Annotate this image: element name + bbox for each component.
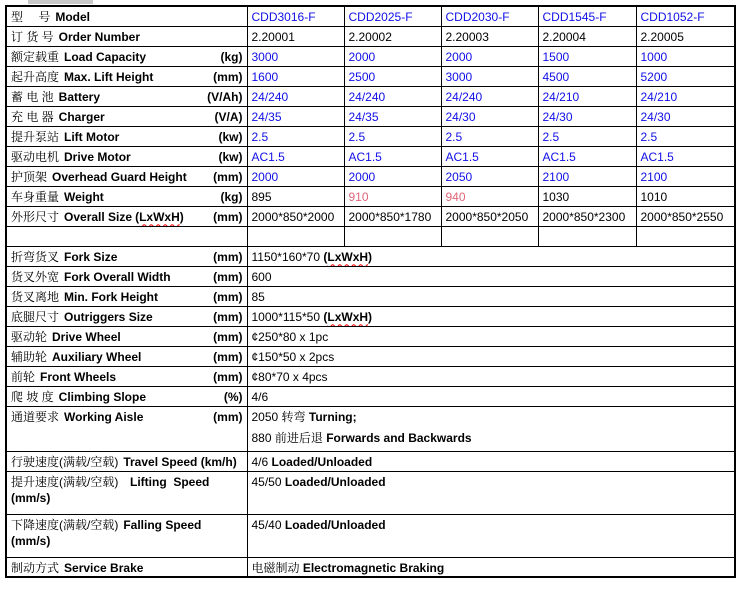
value-cell: 5200 bbox=[636, 66, 735, 86]
row-battery bbox=[6, 86, 735, 106]
value-cell: 1600 bbox=[247, 66, 344, 86]
value-cell: 2000*850*1780 bbox=[344, 206, 441, 226]
empty-cell bbox=[344, 226, 441, 246]
value-cell: 4/6 bbox=[247, 386, 735, 406]
value-cell: 24/35 bbox=[247, 106, 344, 126]
row-label-model: 型 号 Model bbox=[6, 6, 247, 26]
empty-cell bbox=[441, 226, 538, 246]
value-cell: 2.20002 bbox=[344, 26, 441, 46]
value-cell: 24/240 bbox=[441, 86, 538, 106]
value-cell: 2000*850*2300 bbox=[538, 206, 636, 226]
value-cell: 2000*850*2000 bbox=[247, 206, 344, 226]
value-cell: 3000 bbox=[441, 66, 538, 86]
row-weight bbox=[6, 186, 735, 206]
value-cell-highlighted: 910 bbox=[344, 186, 441, 206]
value-cell: 24/210 bbox=[538, 86, 636, 106]
value-cell: 24/240 bbox=[344, 86, 441, 106]
value-cell: 2000*850*2550 bbox=[636, 206, 735, 226]
value-cell: 85 bbox=[247, 286, 735, 306]
value-cell: 1030 bbox=[538, 186, 636, 206]
row-label-lift-height: 起升高度 Max. Lift Height (mm) bbox=[6, 66, 247, 86]
empty-cell bbox=[247, 226, 344, 246]
row-model bbox=[6, 6, 735, 26]
row-label-front-wheels: 前轮 Front Wheels (mm) bbox=[6, 366, 247, 386]
model-name-cell: CDD3016-F bbox=[247, 6, 344, 26]
row-label-outriggers-size: 底腿尺寸 Outriggers Size (mm) bbox=[6, 306, 247, 326]
row-label-drive-wheel: 驱动轮 Drive Wheel (mm) bbox=[6, 326, 247, 346]
row-label-battery: 蓄 电 池 Battery (V/Ah) bbox=[6, 86, 247, 106]
value-cell: 2000 bbox=[441, 46, 538, 66]
value-cell: 1150*160*70 (LxWxH) bbox=[247, 246, 735, 266]
row-label-overhead-guard: 护顶架 Overhead Guard Height (mm) bbox=[6, 166, 247, 186]
value-cell: 45/40 Loaded/Unloaded bbox=[247, 514, 735, 557]
value-cell: 45/50 Loaded/Unloaded bbox=[247, 471, 735, 514]
row-label-fork-size: 折弯货叉 Fork Size (mm) bbox=[6, 246, 247, 266]
row-label-charger: 充 电 器 Charger (V/A) bbox=[6, 106, 247, 126]
row-label-fork-overall-width: 货叉外宽 Fork Overall Width (mm) bbox=[6, 266, 247, 286]
row-lift-motor bbox=[6, 126, 735, 146]
screen-artifact bbox=[28, 0, 93, 4]
value-cell: 3000 bbox=[247, 46, 344, 66]
row-travel-speed bbox=[6, 451, 735, 471]
value-cell: 2.5 bbox=[441, 126, 538, 146]
value-cell: 1500 bbox=[538, 46, 636, 66]
row-label-working-aisle: 通道要求 Working Aisle (mm) bbox=[6, 406, 247, 451]
value-cell: 24/35 bbox=[344, 106, 441, 126]
value-cell: 4500 bbox=[538, 66, 636, 86]
value-cell: 2.20004 bbox=[538, 26, 636, 46]
value-cell: 2.20005 bbox=[636, 26, 735, 46]
row-front-wheels bbox=[6, 366, 735, 386]
row-climbing-slope bbox=[6, 386, 735, 406]
value-cell: 2.5 bbox=[538, 126, 636, 146]
row-label-lift-motor: 提升泵站 Lift Motor (kw) bbox=[6, 126, 247, 146]
value-cell: AC1.5 bbox=[344, 146, 441, 166]
row-working-aisle bbox=[6, 406, 735, 451]
value-cell: 2100 bbox=[636, 166, 735, 186]
value-cell: 2.20003 bbox=[441, 26, 538, 46]
empty-cell bbox=[6, 226, 247, 246]
value-cell: ¢80*70 x 4pcs bbox=[247, 366, 735, 386]
row-fork-overall-width bbox=[6, 266, 735, 286]
value-cell: 2100 bbox=[538, 166, 636, 186]
value-cell: 2000 bbox=[344, 166, 441, 186]
row-drive-motor bbox=[6, 146, 735, 166]
value-cell: AC1.5 bbox=[538, 146, 636, 166]
value-cell: 4/6 Loaded/Unloaded bbox=[247, 451, 735, 471]
row-fork-size bbox=[6, 246, 735, 266]
value-cell: AC1.5 bbox=[441, 146, 538, 166]
row-overhead-guard bbox=[6, 166, 735, 186]
value-cell: 24/240 bbox=[247, 86, 344, 106]
row-label-service-brake: 制动方式 Service Brake bbox=[6, 557, 247, 577]
value-cell: 1010 bbox=[636, 186, 735, 206]
row-order-number bbox=[6, 26, 735, 46]
model-name-cell: CDD2025-F bbox=[344, 6, 441, 26]
empty-cell bbox=[538, 226, 636, 246]
row-label-overall-size: 外形尺寸 Overall Size ( LxWxH ) (mm) bbox=[6, 206, 247, 226]
value-cell: 24/30 bbox=[636, 106, 735, 126]
specification-table bbox=[5, 5, 736, 578]
row-service-brake bbox=[6, 557, 735, 577]
value-cell: ¢150*50 x 2pcs bbox=[247, 346, 735, 366]
row-load-capacity bbox=[6, 46, 735, 66]
row-label-lifting-speed: 提升速度(满载/空载) Lifting Speed (mm/s) bbox=[6, 471, 247, 514]
value-cell: 2500 bbox=[344, 66, 441, 86]
value-cell: 1000*115*50 (LxWxH) bbox=[247, 306, 735, 326]
row-min-fork-height bbox=[6, 286, 735, 306]
value-cell: 1000 bbox=[636, 46, 735, 66]
row-label-falling-speed: 下降速度(满载/空载) Falling Speed (mm/s) bbox=[6, 514, 247, 557]
value-cell: 2050 bbox=[441, 166, 538, 186]
value-cell: AC1.5 bbox=[247, 146, 344, 166]
row-spacer bbox=[6, 226, 735, 246]
value-cell: ¢250*80 x 1pc bbox=[247, 326, 735, 346]
row-auxiliary-wheel bbox=[6, 346, 735, 366]
empty-cell bbox=[636, 226, 735, 246]
value-cell: 2.20001 bbox=[247, 26, 344, 46]
value-cell: 2.5 bbox=[636, 126, 735, 146]
row-label-climbing-slope: 爬 坡 度 Climbing Slope (%) bbox=[6, 386, 247, 406]
model-name-cell: CDD2030-F bbox=[441, 6, 538, 26]
row-label-weight: 车身重量 Weight (kg) bbox=[6, 186, 247, 206]
row-label-drive-motor: 驱动电机 Drive Motor (kw) bbox=[6, 146, 247, 166]
row-overall-size bbox=[6, 206, 735, 226]
value-cell: 2000 bbox=[247, 166, 344, 186]
row-outriggers-size bbox=[6, 306, 735, 326]
value-cell: 电磁制动 Electromagnetic Braking bbox=[247, 557, 735, 577]
value-cell: 2.5 bbox=[247, 126, 344, 146]
value-cell-highlighted: 940 bbox=[441, 186, 538, 206]
row-lift-height bbox=[6, 66, 735, 86]
value-cell: 24/210 bbox=[636, 86, 735, 106]
value-cell: 24/30 bbox=[538, 106, 636, 126]
value-cell: 895 bbox=[247, 186, 344, 206]
model-name-cell: CDD1052-F bbox=[636, 6, 735, 26]
value-cell: 24/30 bbox=[441, 106, 538, 126]
row-label-travel-speed: 行驶速度(满载/空载) Travel Speed (km/h) bbox=[6, 451, 247, 471]
value-cell: 2.5 bbox=[344, 126, 441, 146]
row-drive-wheel bbox=[6, 326, 735, 346]
value-cell: 600 bbox=[247, 266, 735, 286]
row-label-auxiliary-wheel: 辅助轮 Auxiliary Wheel (mm) bbox=[6, 346, 247, 366]
value-cell: 2000*850*2050 bbox=[441, 206, 538, 226]
row-charger bbox=[6, 106, 735, 126]
model-name-cell: CDD1545-F bbox=[538, 6, 636, 26]
row-label-load-capacity: 额定载重 Load Capacity (kg) bbox=[6, 46, 247, 66]
value-cell: AC1.5 bbox=[636, 146, 735, 166]
row-lifting-speed bbox=[6, 471, 735, 514]
value-cell: 2050 转弯 Turning; 880 前进后退 Forwards and Backwards bbox=[247, 406, 735, 451]
row-label-min-fork-height: 货叉离地 Min. Fork Height (mm) bbox=[6, 286, 247, 306]
row-falling-speed bbox=[6, 514, 735, 557]
value-cell: 2000 bbox=[344, 46, 441, 66]
row-label-order-number: 订 货 号 Order Number bbox=[6, 26, 247, 46]
